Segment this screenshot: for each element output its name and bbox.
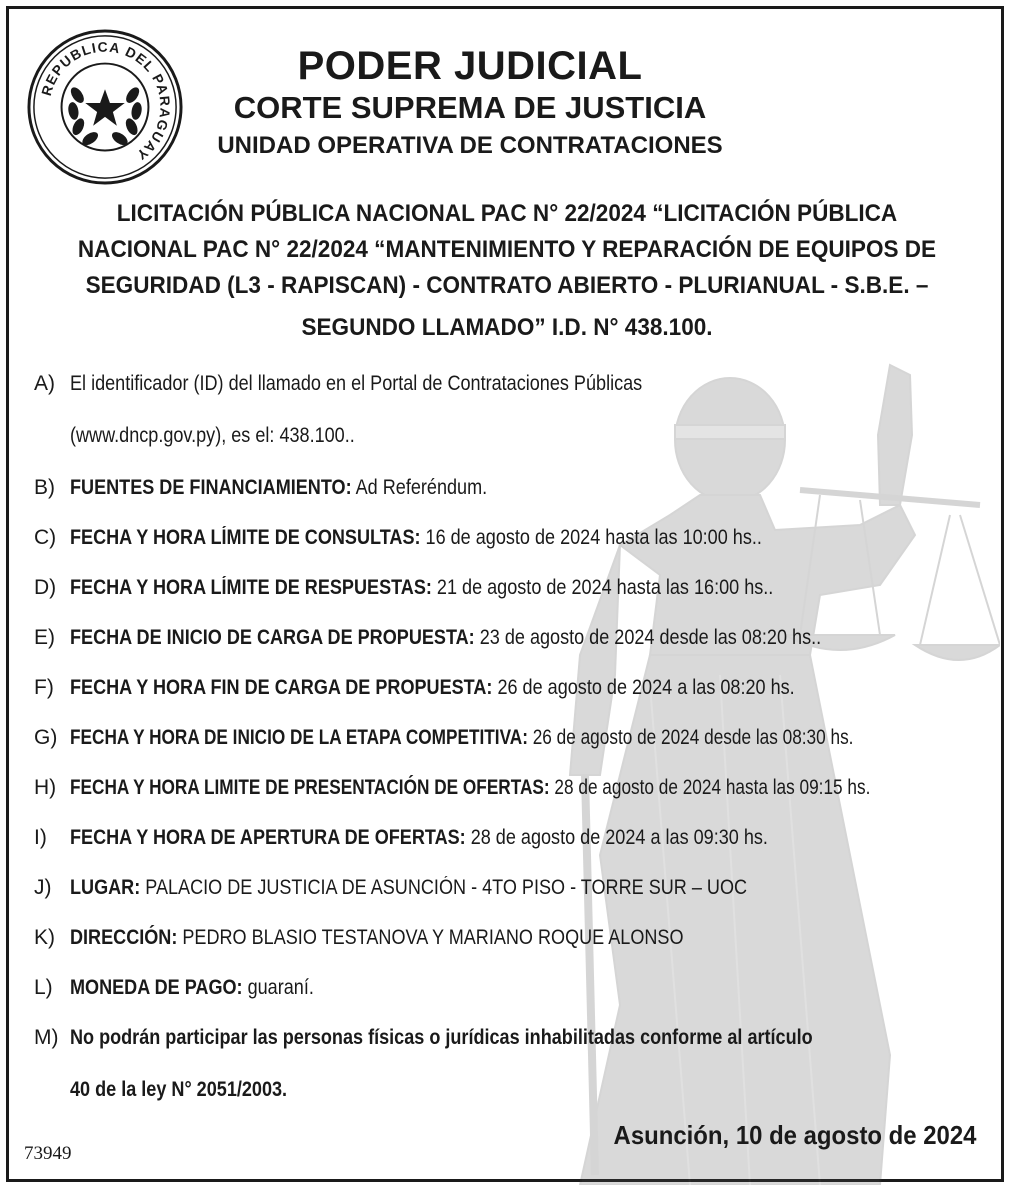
item-letter: F) [34, 676, 54, 699]
item-value: 26 de agosto de 2024 a las 08:20 hs. [492, 676, 795, 699]
item-letter: A) [34, 372, 55, 395]
tender-title [74, 196, 941, 346]
item-letter: C) [34, 526, 57, 549]
header-poder-judicial: PODER JUDICIAL [297, 44, 643, 88]
item-label: FECHA Y HORA LÍMITE DE RESPUESTAS: [70, 576, 432, 599]
item-label: MONEDA DE PAGO: [70, 976, 243, 999]
header-corte-suprema: CORTE SUPREMA DE JUSTICIA [233, 90, 707, 125]
item-label: DIRECCIÓN: [70, 926, 178, 949]
header-unidad-operativa: UNIDAD OPERATIVA DE CONTRATACIONES [217, 132, 723, 159]
item-value: 16 de agosto de 2024 hasta las 10:00 hs.. [420, 526, 762, 549]
item-value: 23 de agosto de 2024 desde las 08:20 hs.. [474, 626, 822, 649]
item-letter: K) [34, 926, 55, 949]
item-letter: J) [34, 876, 52, 899]
item-letter: I) [34, 826, 47, 849]
item-letter: L) [34, 976, 53, 999]
item-label: FUENTES DE FINANCIAMIENTO: [70, 476, 352, 499]
item-label: FECHA Y HORA DE INICIO DE LA ETAPA COMPETITIVA: [70, 726, 528, 749]
item-letter: H) [34, 776, 57, 799]
item-letter: B) [34, 476, 55, 499]
item-value: 26 de agosto de 2024 desde las 08:30 hs. [527, 726, 854, 749]
item-letter: M) [34, 1026, 59, 1049]
seal-ring-text: REPUBLICA DEL PARAGUAY [37, 38, 174, 164]
item-text: 40 de la ley N° 2051/2003. [70, 1078, 288, 1101]
tender-title-line: SEGUNDO LLAMADO” I.D. N° 438.100. [301, 314, 713, 341]
item-value: PALACIO DE JUSTICIA DE ASUNCIÓN - 4TO PISO - TORRE SUR – UOC [140, 876, 748, 899]
tender-title-line: LICITACIÓN PÚBLICA NACIONAL PAC N° 22/2024 “LICITACIÓN PÚBLICA [116, 200, 898, 227]
item-value: 28 de agosto de 2024 hasta las 09:15 hs. [549, 776, 871, 799]
paraguay-seal-icon [26, 28, 184, 186]
item-letter: E) [34, 626, 55, 649]
item-label: FECHA Y HORA LIMITE DE PRESENTACIÓN DE OFERTAS: [70, 776, 550, 799]
item-text: No podrán participar las personas físicas o jurídicas inhabilitadas conforme al artículo [70, 1026, 813, 1049]
item-value: 28 de agosto de 2024 a las 09:30 hs. [465, 826, 768, 849]
item-value: PEDRO BLASIO TESTANOVA Y MARIANO ROQUE ALONSO [177, 926, 684, 949]
item-label: FECHA Y HORA DE APERTURA DE OFERTAS: [70, 826, 466, 849]
item-value: 21 de agosto de 2024 hasta las 16:00 hs.. [431, 576, 774, 599]
publication-code: 73949 [24, 1143, 72, 1164]
tender-title-line: NACIONAL PAC N° 22/2024 “MANTENIMIENTO Y REPARACIÓN DE EQUIPOS DE [77, 236, 937, 263]
item-letter: G) [34, 726, 58, 749]
item-letter: D) [34, 576, 57, 599]
item-label: LUGAR: [70, 876, 141, 899]
item-text: El identificador (ID) del llamado en el Portal de Contrataciones Públicas [70, 372, 643, 395]
item-value: guaraní. [242, 976, 314, 999]
item-value: Ad Referéndum. [351, 476, 488, 499]
tender-title-line: SEGURIDAD (L3 - RAPISCAN) - CONTRATO ABIERTO - PLURIANUAL - S.B.E. – [85, 272, 929, 299]
item-label: FECHA Y HORA FIN DE CARGA DE PROPUESTA: [70, 676, 493, 699]
footer-date: Asunción, 10 de agosto de 2024 [613, 1120, 976, 1150]
item-text: (www.dncp.gov.py), es el: 438.100.. [70, 424, 355, 447]
item-label: FECHA DE INICIO DE CARGA DE PROPUESTA: [70, 626, 475, 649]
lady-justice-watermark-icon [560, 355, 1000, 1185]
item-label: FECHA Y HORA LÍMITE DE CONSULTAS: [70, 526, 421, 549]
